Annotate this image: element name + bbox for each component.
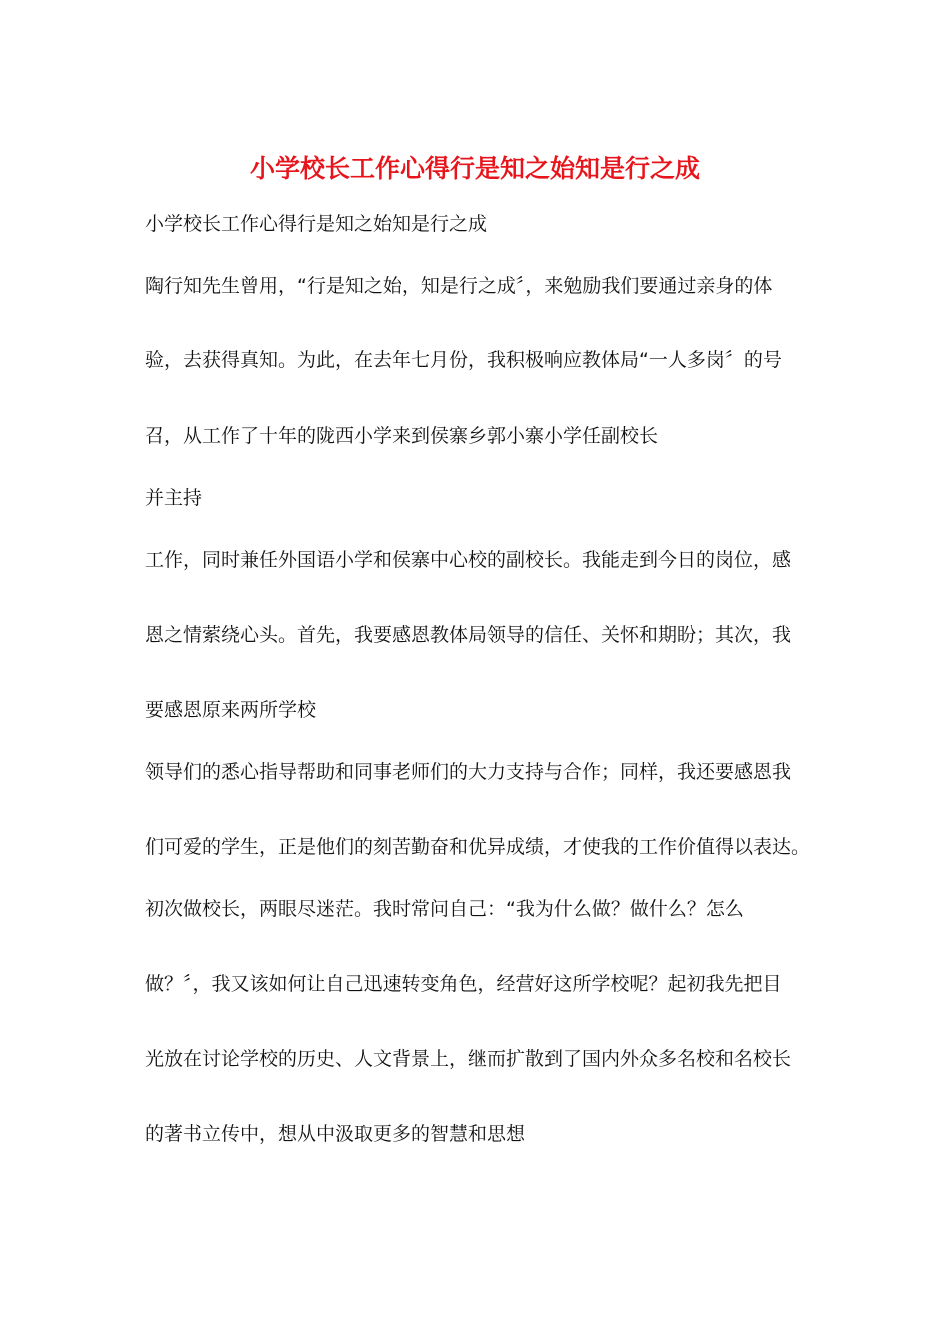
paragraph-line: 召，从工作了十年的陇西小学来到侯寨乡郭小寨小学任副校长 <box>145 425 659 447</box>
document-title: 小学校长工作心得行是知之始知是行之成 <box>249 154 700 183</box>
paragraph-line: 们可爱的学生，正是他们的刻苦勤奋和优异成绩，才使我的工作价值得以表达。 <box>145 836 811 858</box>
paragraph-line: 陶行知先生曾用，“行是知之始，知是行之成〞，来勉励我们要通过亲身的体 <box>145 275 773 297</box>
paragraph-line: 工作，同时兼任外国语小学和侯寨中心校的副校长。我能走到今日的岗位，感 <box>145 549 792 571</box>
paragraph-line: 领导们的悉心指导帮助和同事老师们的大力支持与合作；同样，我还要感恩我 <box>145 761 792 783</box>
paragraph-line: 验，去获得真知。为此，在去年七月份，我积极响应教体局“一人多岗〞的号 <box>145 349 782 371</box>
paragraph-line: 恩之情萦绕心头。首先，我要感恩教体局领导的信任、关怀和期盼；其次，我 <box>145 624 792 646</box>
paragraph-line: 要感恩原来两所学校 <box>145 699 317 721</box>
paragraph-line: 光放在讨论学校的历史、人文背景上，继而扩散到了国内外众多名校和名校长 <box>145 1048 792 1070</box>
paragraph-line: 并主持 <box>145 487 203 509</box>
paragraph-line: 小学校长工作心得行是知之始知是行之成 <box>145 213 488 235</box>
paragraph-line: 做？〞，我又该如何让自己迅速转变角色，经营好这所学校呢？起初我先把目 <box>145 973 782 995</box>
paragraph-line: 的著书立传中，想从中汲取更多的智慧和思想 <box>145 1123 526 1145</box>
paragraph-line: 初次做校长，两眼尽迷茫。我时常问自己：“我为什么做？做什么？怎么 <box>145 898 744 920</box>
